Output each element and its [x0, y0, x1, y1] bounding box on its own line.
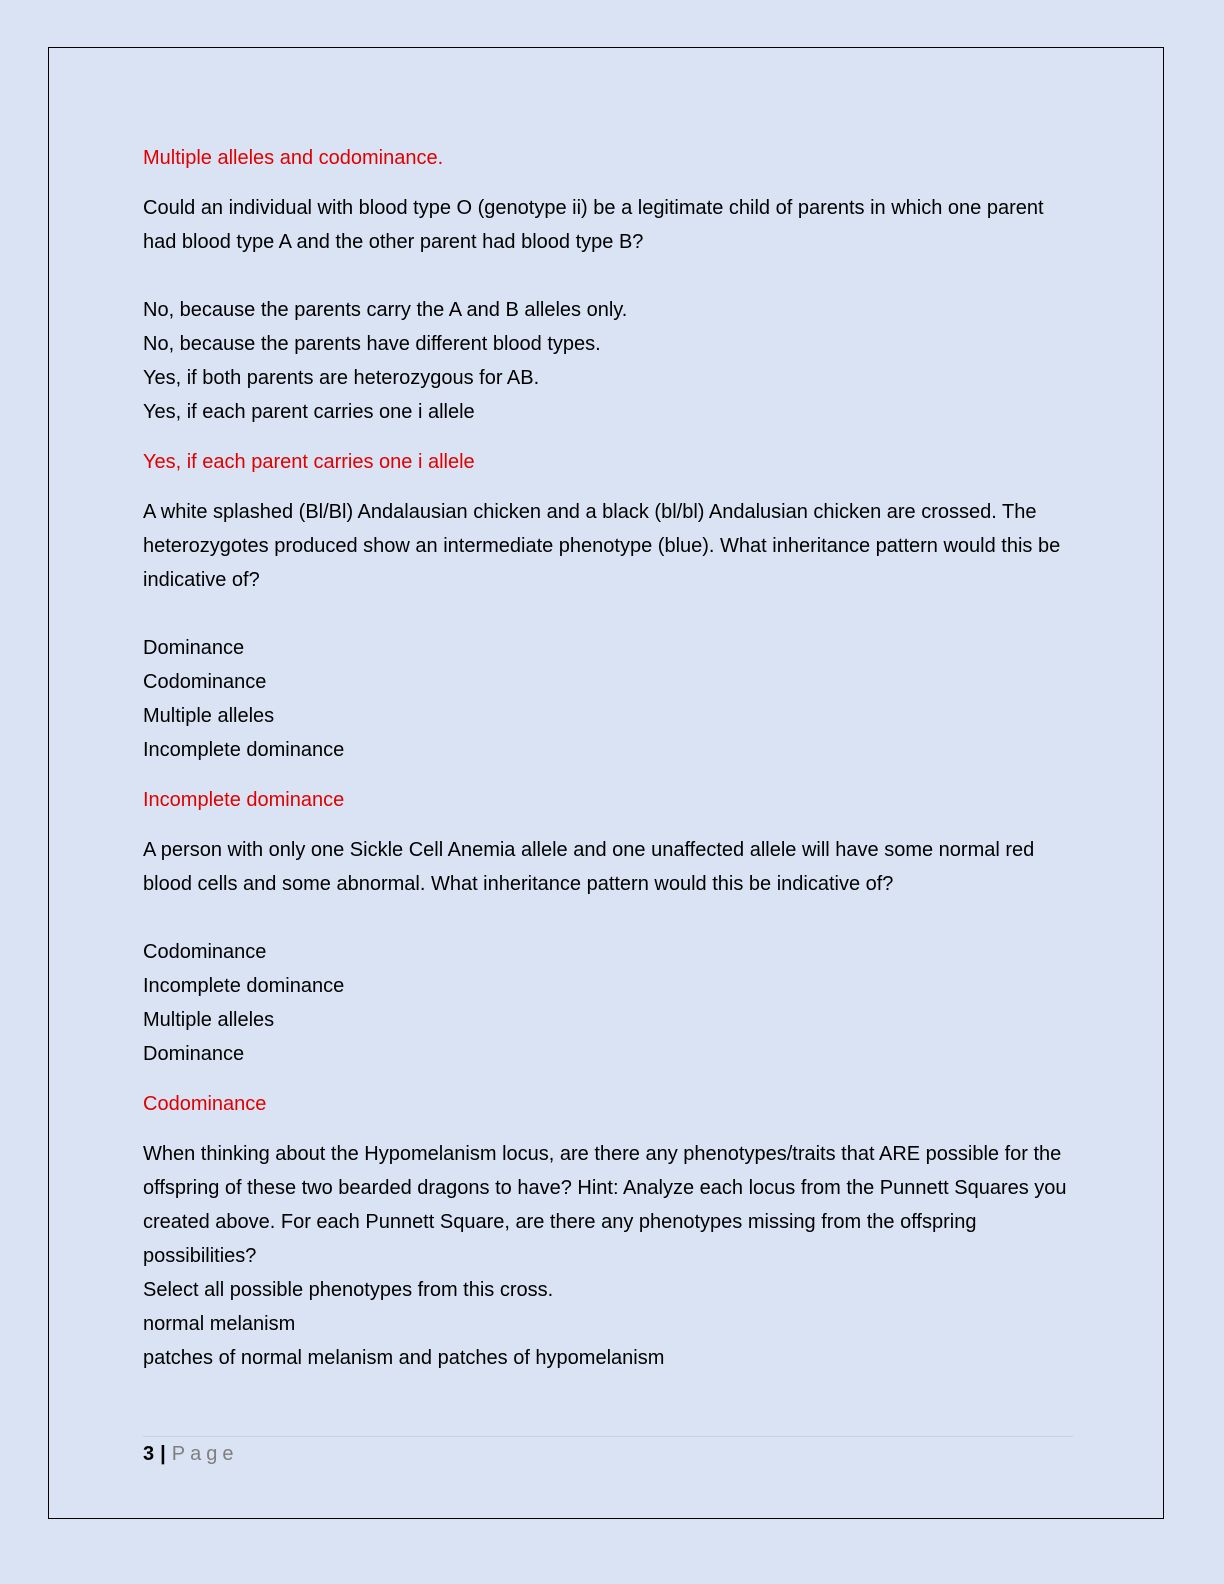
question-1-option: No, because the parents have different blood types.: [143, 333, 601, 355]
question-1-option: No, because the parents carry the A and B alleles only.: [143, 299, 628, 321]
question-1-option: Yes, if each parent carries one i allele: [143, 401, 475, 423]
question-3-option: Dominance: [143, 1043, 245, 1065]
page-footer: [143, 1440, 238, 1468]
question-2-answer: Incomplete dominance: [143, 789, 345, 811]
question-4-text: When thinking about the Hypomelanism locus, are there any phenotypes/traits that ARE possible for the offspring of these two bearded dragons to have? Hint: Analyze each locus from the Punnett Squares you created above. For each Punnett Square, are there any phenotypes missing from the offspring possibilities?: [143, 1143, 1067, 1267]
question-2-option: Dominance: [143, 637, 245, 659]
question-1-option: Yes, if both parents are heterozygous for AB.: [143, 367, 540, 389]
question-4-option: patches of normal melanism and patches of hypomelanism: [143, 1347, 665, 1369]
question-1-text: Could an individual with blood type O (genotype ii) be a legitimate child of parents in which one parent had blood type A and the other parent had blood type B?: [143, 197, 1044, 253]
question-3-answer: Codominance: [143, 1093, 267, 1115]
page-number: 3: [143, 1443, 155, 1465]
question-1-answer: Yes, if each parent carries one i allele: [143, 451, 475, 473]
page-label: Page: [171, 1443, 239, 1465]
footer-divider: [143, 1436, 1073, 1437]
question-2-text: A white splashed (Bl/Bl) Andalausian chicken and a black (bl/bl) Andalusian chicken are crossed. The heterozygotes produced show an intermediate phenotype (blue). What inheritance pattern would this be indicative of?: [143, 501, 1061, 591]
question-3-option: Codominance: [143, 941, 267, 963]
question-2-option: Incomplete dominance: [143, 739, 345, 761]
question-2-option: Multiple alleles: [143, 705, 275, 727]
page-content: [143, 141, 1073, 1375]
question-4-instruction: Select all possible phenotypes from this cross.: [143, 1279, 554, 1301]
question-3-option: Multiple alleles: [143, 1009, 275, 1031]
question-3-option: Incomplete dominance: [143, 975, 345, 997]
question-2-option: Codominance: [143, 671, 267, 693]
question-4-option: normal melanism: [143, 1313, 296, 1335]
question-3-text: A person with only one Sickle Cell Anemia allele and one unaffected allele will have some normal red blood cells and some abnormal. What inheritance pattern would this be indicative of?: [143, 839, 1035, 895]
footer-separator: |: [160, 1443, 166, 1465]
section-title: Multiple alleles and codominance.: [143, 147, 444, 169]
